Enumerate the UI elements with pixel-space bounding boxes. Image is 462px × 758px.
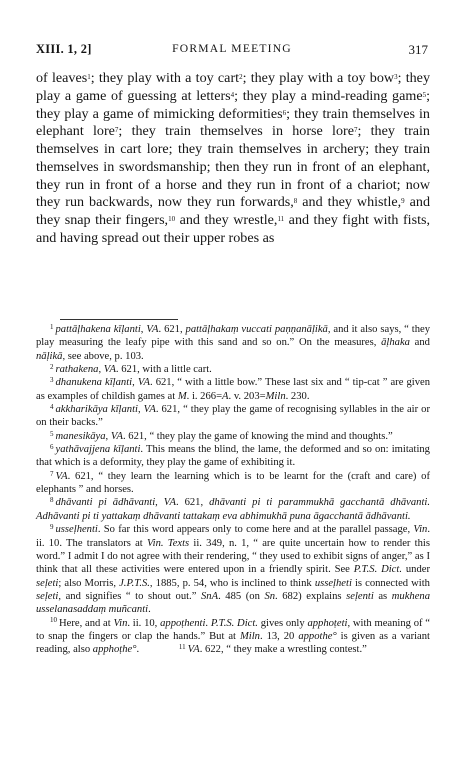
text-segment: and they fight with fists, and having spread out their upper robes as [36, 212, 430, 246]
footnote-ref: 6 [282, 108, 287, 117]
text-segment: ii. 349, n. 1, “ are quite uncertain how to render this word.” I admit I do not agree with their rendering, “ they used to exhibit signs of anger,” as I think that all these activities were entered upon in a friendly spirit. See [36, 537, 430, 576]
text-segment: , and signifies “ to shout out.” [58, 590, 201, 602]
footnote-8 [36, 496, 430, 523]
text-segment: ; they play a game of mimicking deformities [36, 87, 431, 122]
text-segment: . 230. [285, 390, 310, 402]
text-segment: Here, and at [59, 617, 114, 629]
pali-term: manesikāya [55, 430, 106, 442]
footnote-6 [36, 443, 430, 470]
pali-term: apphoṭhe° [92, 644, 137, 656]
text-segment: as [373, 590, 392, 602]
source-abbrev: J.P.T.S. [119, 577, 150, 589]
text-segment: is given as a variant reading, also [36, 630, 430, 656]
footnote-ref: 1 [87, 72, 91, 81]
source-abbrev: P.T.S. Dict. [210, 617, 258, 629]
text-segment: . [136, 644, 140, 656]
footnote-ref: 11 [277, 214, 285, 223]
footnote-marker: 3 [50, 376, 54, 385]
text-segment: , 1885, p. 54, who is inclined to think [149, 577, 315, 589]
text-segment: ; they play a game of guessing at letters [36, 70, 430, 104]
source-abbrev: Vin [413, 524, 428, 536]
pali-term: pattāļhakena kīḷanti [55, 324, 141, 335]
source-abbrev: A [222, 390, 229, 402]
pali-term: dhanukena kīḷanti [55, 377, 133, 389]
text-segment: ; they train themselves in cart lore; they train themselves in archery; they train themselves in swordsmanship; then they run in front of an elephant, they run in front of a horse and they run in front of a chariot; now they run backwards, now they run forwards, [36, 123, 430, 211]
text-segment: . i. 266= [186, 390, 223, 402]
footnote-marker: 2 [50, 362, 54, 371]
text-segment: . 621, “ they learn the learning which is to be learnt for the (craft and care) of elephants ” and horses. [36, 470, 430, 496]
text-segment: . 621, “ they play the game of knowing the mind and thoughts.” [122, 430, 393, 442]
text-segment: . [148, 604, 151, 616]
footnote-marker: 7 [50, 469, 54, 478]
text-segment: and they wrestle, [175, 212, 278, 228]
source-abbrev: VA [55, 470, 68, 482]
footnote-marker: 9 [50, 523, 54, 532]
text-segment: . 621, “ with a little bow.” These last six and “ tip-cat ” are given as examples of childish games at [36, 377, 430, 402]
pali-term: rathakena [55, 364, 99, 376]
footnote-ref: 10 [168, 214, 176, 223]
text-segment: of leaves [36, 70, 88, 86]
section-reference: XIII. 1, 2] [36, 42, 92, 56]
source-abbrev: Sn [264, 590, 276, 602]
pali-term: seḷenti [346, 590, 374, 602]
footnote-ref: 3 [394, 72, 398, 81]
footnote-marker: 11 [178, 643, 186, 652]
text-segment: . 485 (on [218, 590, 265, 602]
footnote-marker: 6 [50, 442, 54, 451]
running-header [36, 42, 428, 60]
page-number: 317 [408, 42, 428, 57]
text-segment: . 621, with a little cart. [115, 364, 212, 376]
text-segment: , [140, 324, 147, 335]
text-segment: . ii. 10. The translators at [36, 524, 430, 549]
footnote-1 [36, 323, 430, 363]
footnote-ref: 7 [353, 126, 358, 135]
source-abbrev: VA [163, 497, 176, 509]
text-segment: , with meaning of “ to snap the fingers or clap the hands.” But at [36, 617, 430, 642]
text-segment: . ii. 10, [127, 617, 161, 629]
footnotes [36, 323, 430, 657]
pali-term: usseḷheti [314, 577, 352, 589]
text-segment: ; they train themselves in horse lore [118, 123, 354, 140]
text-segment: ; they train themselves in elephant lore [36, 105, 430, 140]
text-segment: . 621, [175, 497, 210, 509]
source-abbrev: VA [143, 404, 156, 416]
text-segment: under [401, 564, 430, 576]
footnote-5 [36, 430, 430, 443]
footnote-marker: 8 [50, 496, 54, 505]
text-segment: ; also Morris, [58, 577, 120, 589]
text-segment: . v. 203= [228, 390, 266, 402]
pali-term: yathāvajjena kīḷanti [55, 444, 141, 456]
text-segment: and they whistle, [297, 194, 402, 211]
source-abbrev: Vin [113, 617, 128, 629]
text-segment: , see above, p. 103. [62, 350, 144, 362]
text-segment: , [132, 377, 138, 389]
pali-quotation: mukhena usselanasaddaṃ muñcanti [36, 590, 430, 616]
source-abbrev: VA [146, 324, 159, 335]
pali-term: dhāvanti pi ādhāvanti [55, 497, 156, 509]
text-segment: ; they play a mind-reading game [234, 87, 423, 104]
source-abbrev: VA [110, 430, 123, 442]
text-segment: . 682) explains [275, 590, 347, 602]
footnote-marker: 5 [50, 429, 54, 438]
footnote-divider [60, 319, 178, 320]
footnote-ref: 5 [422, 90, 427, 99]
source-abbrev: P.T.S. Dict. [353, 564, 402, 576]
pali-term: seḷeti [36, 590, 59, 602]
footnote-2 [36, 363, 430, 376]
footnote-marker: 1 [50, 322, 54, 331]
text-segment: , and it also says, “ they play measuring the leafy pipe with this sand and so on.” On the measures, [36, 324, 431, 349]
text-segment: . 622, “ they make a wrestling contest.” [199, 644, 367, 656]
main-paragraph [36, 70, 430, 248]
text-segment: and they snap their fingers, [36, 194, 431, 228]
footnote-3 [36, 376, 430, 403]
source-abbrev: SnA [200, 590, 219, 602]
source-abbrev: Vin. Texts [146, 537, 190, 549]
pali-term: akkharikāya kīḷanti [55, 404, 138, 416]
text-segment: , [155, 497, 164, 509]
footnote-4 [36, 403, 430, 430]
pali-term: appoṭhenti [160, 617, 206, 629]
footnote-10 [36, 617, 430, 657]
running-title: FORMAL MEETING [172, 42, 292, 55]
text-segment: . 621, [158, 324, 186, 335]
text-segment: ; they play with a toy cart [90, 70, 240, 86]
pali-term: āḷhaka [381, 337, 410, 349]
text-segment: . So far this word appears only to come here and at the parallel passage, [97, 524, 414, 536]
footnote-ref: 2 [239, 72, 243, 81]
footnote-ref: 9 [401, 197, 405, 206]
text-segment: , [105, 430, 111, 442]
text-segment: and [409, 337, 430, 349]
text-segment: gives only [257, 617, 308, 629]
source-abbrev: Miln [265, 390, 286, 402]
text-segment: . This means the blind, the lame, the deformed and so on: imitating that which is a deformity, they play the game of exhibiting it. [36, 444, 430, 469]
pali-term: seḷeti [36, 577, 59, 589]
text-segment: . [205, 617, 211, 629]
text-segment: , [98, 364, 104, 376]
text-segment: . 13, 20 [259, 630, 299, 642]
text-segment: ; they play with a toy bow [242, 70, 395, 86]
source-abbrev: VA [187, 644, 200, 656]
pali-quotation: dhāvanti pi ti parammukhā gacchantā dhāvanti. Adhāvanti pi ti yattakaṃ dhāvanti tattakaṃ eva abhimukhā puna āgacchantā ādhāvanti. [36, 497, 431, 522]
pali-term: appothe° [298, 630, 337, 642]
pali-term: nāḷikā [36, 350, 63, 362]
footnote-ref: 4 [230, 90, 235, 99]
footnote-7 [36, 470, 430, 497]
source-abbrev: M [177, 390, 187, 402]
pali-term: apphoṭeti [307, 617, 348, 629]
footnote-9 [36, 523, 430, 616]
text-segment: . 621, “ they play the game of recognising syllables in the air or on their backs.” [36, 404, 431, 429]
footnote-ref: 7 [114, 126, 119, 135]
source-abbrev: Miln [239, 630, 260, 642]
footnote-marker: 4 [50, 402, 54, 411]
footnote-ref: 8 [293, 197, 298, 206]
source-abbrev: VA [137, 377, 150, 389]
footnote-marker: 10 [50, 616, 57, 625]
text-segment: is connected with [351, 577, 430, 589]
pali-term: usseḷhenti [55, 524, 98, 536]
text-segment: , [137, 404, 144, 416]
source-abbrev: VA [103, 364, 116, 376]
pali-term: pattāļhakaṃ vuccati paṇṇanāḷikā [185, 324, 328, 335]
main-text [36, 70, 430, 248]
